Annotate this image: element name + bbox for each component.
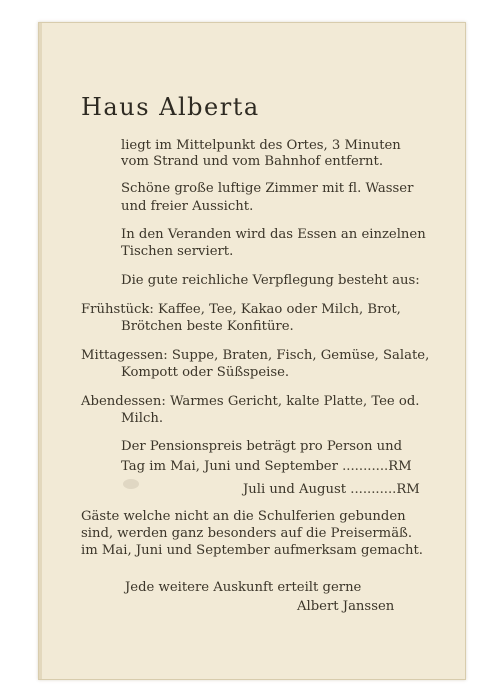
text-line-4: und freier Aussicht. — [121, 199, 254, 214]
text-line-20: Jede weitere Auskunft erteilt gerne — [125, 580, 362, 595]
document-title: Haus Alberta — [81, 93, 260, 121]
text-line-14: Der Pensionspreis beträgt pro Person und — [121, 439, 403, 454]
text-line-10: Mittagessen: Suppe, Braten, Fisch, Gemüse, Salate, — [81, 348, 430, 363]
text-line-19: im Mai, Juni und September aufmerksam gemacht. — [81, 543, 423, 558]
text-line-2: vom Strand und vom Bahnhof entfernt. — [121, 154, 384, 169]
text-line-9: Brötchen beste Konfitüre. — [121, 319, 294, 334]
currency-unit: RM — [396, 482, 420, 497]
text-line-6: Tischen serviert. — [121, 244, 234, 259]
text-line-18: sind, werden ganz besonders auf die Preisermäß. — [81, 526, 413, 541]
signature-name: Albert Janssen — [297, 599, 395, 614]
text-line-7: Die gute reichliche Verpflegung besteht aus: — [121, 273, 420, 288]
text-line-11: Kompott oder Süßspeise. — [121, 365, 290, 380]
text-line-1: liegt im Mittelpunkt des Ortes, 3 Minuten — [121, 138, 401, 153]
text-line-5: In den Veranden wird das Essen an einzelnen — [121, 227, 426, 242]
text-line-3: Schöne große luftige Zimmer mit fl. Wasser — [121, 181, 414, 196]
text-line-17: Gäste welche nicht an die Schulferien gebunden — [81, 509, 406, 524]
currency-unit: RM — [388, 459, 412, 474]
text-line-15 — [121, 459, 412, 475]
price-label-may-june-september: Tag im Mai, Juni und September — [121, 459, 338, 474]
card-edge — [39, 23, 42, 679]
paper-stain — [123, 479, 139, 489]
price-label-july-august: Juli und August — [243, 482, 347, 497]
price-dots: ........... — [350, 482, 397, 497]
text-line-8: Frühstück: Kaffee, Tee, Kakao oder Milch, Brot, — [81, 302, 401, 317]
price-dots: ........... — [342, 459, 389, 474]
text-line-12: Abendessen: Warmes Gericht, kalte Platte, Tee od. — [81, 394, 420, 409]
text-line-16 — [243, 482, 420, 498]
text-line-13: Milch. — [121, 411, 164, 426]
postcard — [38, 22, 466, 680]
